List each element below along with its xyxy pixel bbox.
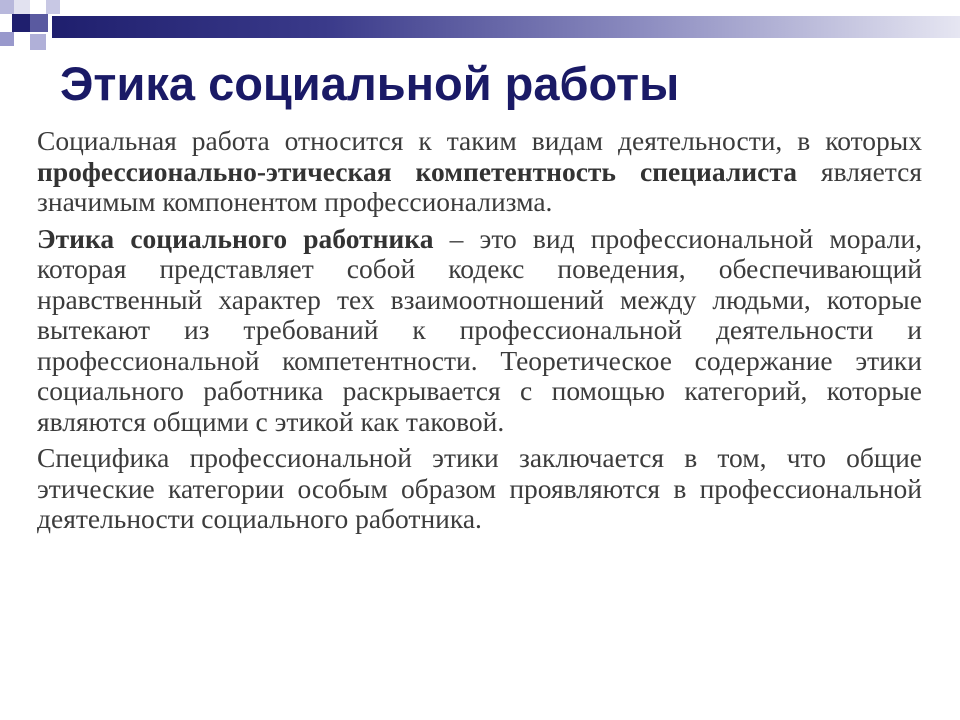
header-gradient-bar xyxy=(52,16,960,38)
decor-square xyxy=(14,0,30,14)
paragraph-3 xyxy=(37,443,922,535)
decor-square xyxy=(0,0,14,14)
paragraph-1 xyxy=(37,126,922,218)
slide-body xyxy=(37,126,922,541)
paragraph-1-emphasis: профессионально-этическая компетентность специалиста xyxy=(37,155,797,187)
paragraph-2 xyxy=(37,224,922,438)
header-decoration xyxy=(0,0,960,60)
paragraph-2-text: – это вид профессиональной морали, которая представляет собой кодекс поведения, обеспечивающий нравственный характер тех взаимоотношений между людьми, которые вытекают из требований к профессиональной деятельности и профессиональной компетентности. Теоретическое содержание этики социального работника раскрывается с помощью категорий, которые являются общими с этикой как таковой. xyxy=(37,222,923,437)
decor-square xyxy=(30,14,48,32)
decor-square xyxy=(0,32,14,46)
paragraph-3-text: Специфика профессиональной этики заключается в том, что общие этические категории особым образом проявляются в профессиональной деятельности социального работника. xyxy=(37,442,922,534)
decor-square xyxy=(46,0,60,14)
decor-square xyxy=(30,34,46,50)
decor-square xyxy=(12,14,30,32)
paragraph-2-emphasis: Этика социального работника xyxy=(37,222,434,254)
paragraph-1-text-start: Социальная работа относится к таким видам деятельности, в которых xyxy=(37,125,922,156)
paragraph-1-text-end: является значимым компонентом профессионализма. xyxy=(37,155,922,217)
slide-title: Этика социальной работы xyxy=(60,57,680,110)
